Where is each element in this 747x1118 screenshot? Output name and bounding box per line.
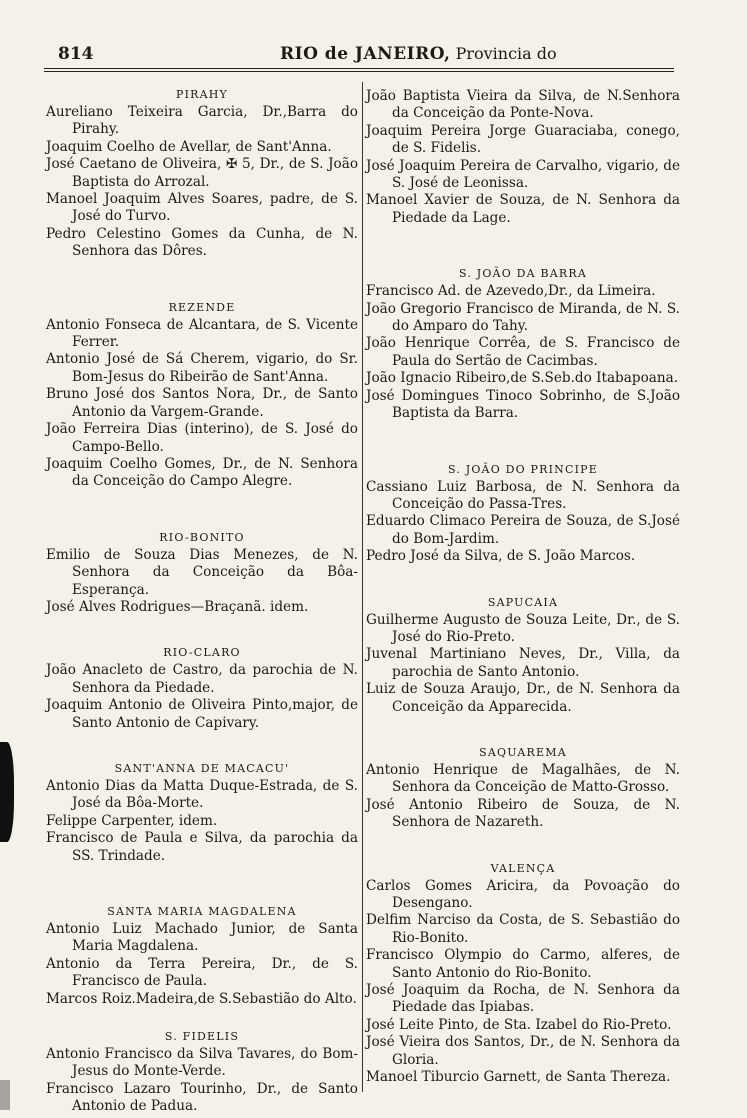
running-head [280,44,557,64]
entry: Guilherme Augusto de Souza Leite, Dr., de S. José do Rio-Preto. [366,611,680,645]
left-column [46,88,358,1116]
entry: Joaquim Coelho Gomes, Dr., de N. Senhora da Conceição do Campo Alegre. [46,455,358,490]
entry: José Domingues Tinoco Sobrinho, de S.João Baptista da Barra. [366,387,680,422]
entry: Manoel Tiburcio Garnett, de Santa Thereza. [366,1069,671,1086]
section-heading: S. JOÃO DO PRINCIPE [447,462,598,476]
entry: Cassiano Luiz Barbosa, de N. Senhora da Conceição do Passa-Tres. [366,478,680,512]
section-rezende [46,301,358,491]
entry: Juvenal Martiniano Neves, Dr., Villa, da parochia de Santo Antonio. [366,646,680,680]
section-heading: RIO-CLARO [163,646,241,660]
running-head-subtitle: Provincia do [455,44,557,63]
entry: Felippe Carpenter, idem. [46,812,218,829]
section-s-fidelis [46,1030,358,1116]
entry: João Ferreira Dias (interino), de S. José do Campo-Bello. [46,421,358,455]
entry: José Leite Pinto, de Sta. Izabel do Rio-Preto. [366,1016,672,1033]
right-column [366,88,680,1086]
entry: Antonio Dias da Matta Duque-Estrada, de S. José da Bôa-Morte. [46,777,358,812]
section-s-fidelis-continued [366,88,680,227]
section-valenca [366,862,680,1087]
entry: Carlos Gomes Aricira, da Povoação do Desengano. [366,877,680,911]
section-heading: SANT'ANNA DE MACACU' [114,761,290,775]
running-head-title: RIO de JANEIRO, [280,44,451,64]
section-heading: REZENDE [168,300,236,314]
entry: Marcos Roiz.Madeira,de S.Sebastião do Alto. [46,990,357,1007]
entry: Antonio Francisco da Silva Tavares, do Bom-Jesus do Monte-Verde. [46,1046,358,1080]
section-heading: SANTA MARIA MAGDALENA [107,905,297,918]
header-rule-thin [44,71,674,72]
section-rio-claro [46,646,358,732]
section-santanna-de-macacu [46,762,358,865]
entry: Pedro José da Silva, de S. João Marcos. [366,548,636,565]
entry: Francisco de Paula e Silva, da parochia da SS. Trindade. [46,830,358,864]
entry: José Joaquim da Rocha, de N. Senhora da Piedade das Ipiabas. [366,982,680,1016]
entry: Antonio Henrique de Magalhães, de N. Senhora da Conceição de Matto-Grosso. [366,761,680,796]
entry: Aureliano Teixeira Garcia, Dr.,Barra do Pirahy. [46,104,358,138]
entry: João Ignacio Ribeiro,de S.Seb.do Itabapoana. [366,370,679,387]
entry: Francisco Ad. de Azevedo,Dr., da Limeira. [366,283,656,300]
entry: José Caetano de Oliveira, ✠ 5, Dr., de S. João Baptista do Arrozal. [46,156,358,190]
scan-ink-spot [0,1080,10,1110]
entry: João Baptista Vieira da Silva, de N.Senhora da Conceição da Ponte-Nova. [366,88,680,122]
entry: José Joaquim Pereira de Carvalho, vigario, de S. José de Leonissa. [366,157,680,192]
page-header [44,40,674,66]
column-divider [362,82,363,1092]
entry: Antonio Luiz Machado Junior, de Santa Maria Magdalena. [46,921,358,955]
scan-ink-mark [0,742,14,842]
entry: João Henrique Corrêa, de S. Francisco de Paula do Sertão de Cacimbas. [366,335,680,369]
entry: José Alves Rodrigues—Braçanã. idem. [46,598,309,615]
entry: Francisco Olympio do Carmo, alferes, de Santo Antonio do Rio-Bonito. [366,947,680,981]
section-heading: SAPUCAIA [487,595,559,609]
section-heading: SAQUAREMA [479,745,567,759]
section-sapucaia [366,596,680,716]
entry: José Antonio Ribeiro de Souza, de N. Senhora de Nazareth. [366,796,680,831]
entry: Pedro Celestino Gomes da Cunha, de N. Senhora das Dôres. [46,225,358,260]
entry: Antonio José de Sá Cherem, vigario, do Sr. Bom-Jesus do Ribeirão de Sant'Anna. [46,351,358,385]
entry: Antonio da Terra Pereira, Dr., de S. Francisco de Paula. [46,955,358,990]
entry: Antonio Fonseca de Alcantara, de S. Vicente Ferrer. [46,316,358,351]
entry: Joaquim Coelho de Avellar, de Sant'Anna. [46,138,332,155]
section-heading: RIO-BONITO [159,530,245,544]
section-s-joao-da-barra [366,267,680,422]
page-number: 814 [58,44,94,64]
entry: Joaquim Antonio de Oliveira Pinto,major, de Santo Antonio de Capivary. [46,697,358,731]
section-saquarema [366,746,680,832]
entry: Luiz de Souza Araujo, Dr., de N. Senhora da Conceição da Apparecida. [366,681,680,715]
entry: João Gregorio Francisco de Miranda, de N. S. do Amparo do Tahy. [366,300,680,335]
entry: Manoel Joaquim Alves Soares, padre, de S. José do Turvo. [46,191,358,225]
entry: Emilio de Souza Dias Menezes, de N. Senhora da Conceição da Bôa-Esperança. [46,546,358,598]
header-rule [44,68,674,69]
section-santa-maria-magdalena [46,905,358,1008]
section-heading: S. FIDELIS [164,1030,240,1044]
entry: Francisco Lazaro Tourinho, Dr., de Santo Antonio de Padua. [46,1080,358,1115]
entry: Joaquim Pereira Jorge Guaraciaba, conego, de S. Fidelis. [366,122,680,157]
entry: Eduardo Climaco Pereira de Souza, de S.José do Bom-Jardim. [366,513,680,547]
section-s-joao-do-principe [366,463,680,566]
entry: Delfim Narciso da Costa, de S. Sebastião do Rio-Bonito. [366,912,680,946]
entry: José Vieira dos Santos, Dr., de N. Senhora da Gloria. [366,1034,680,1068]
section-heading: S. JOÃO DA BARRA [458,267,588,281]
entry: Bruno José dos Santos Nora, Dr., de Santo Antonio da Vargem-Grande. [46,386,358,420]
section-rio-bonito [46,531,358,617]
section-heading: PIRAHY [175,88,229,101]
section-pirahy [46,88,358,261]
section-heading: VALENÇA [490,861,556,875]
entry: João Anacleto de Castro, da parochia de N. Senhora da Piedade. [46,662,358,696]
entry: Manoel Xavier de Souza, de N. Senhora da Piedade da Lage. [366,192,680,226]
